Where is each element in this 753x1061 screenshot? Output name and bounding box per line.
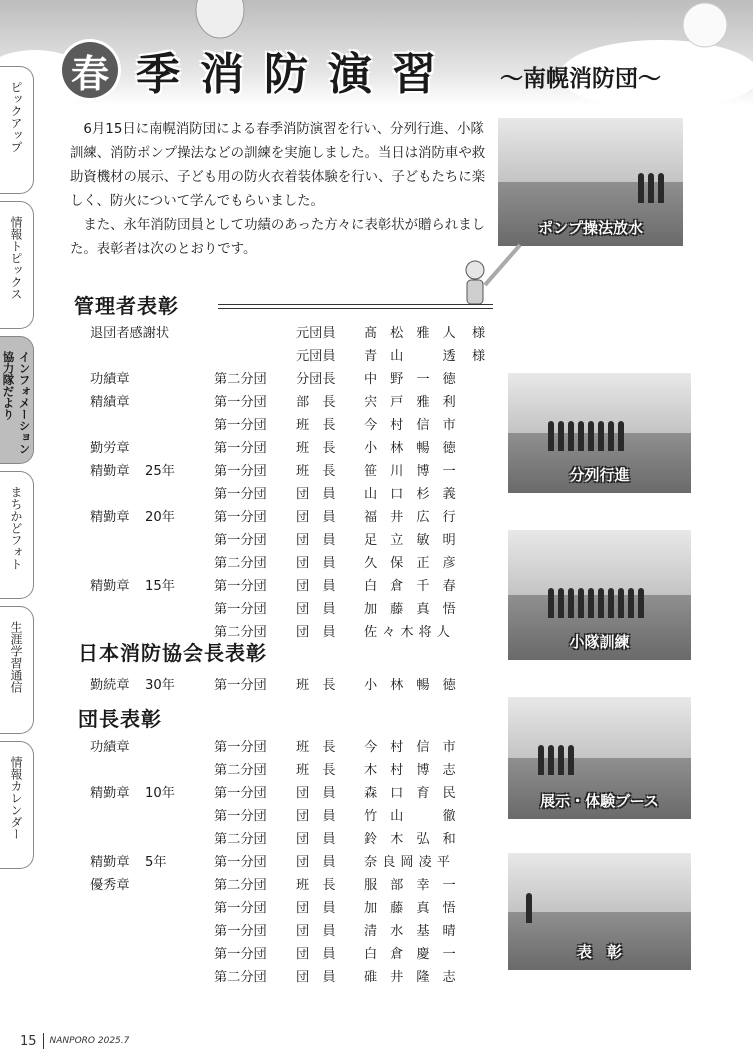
- rank-name: 団 員: [296, 855, 336, 870]
- page-number: 15: [20, 1033, 37, 1049]
- unit-name: 第一分団: [214, 602, 267, 617]
- title-char: 防: [264, 49, 308, 100]
- rank-name: 団 員: [296, 579, 336, 594]
- recipient-name: 白倉千春: [364, 579, 469, 594]
- award-name: 精勤章: [90, 579, 130, 594]
- page-subtitle: ～南幌消防団～: [500, 66, 661, 92]
- rank-name: 団 員: [296, 924, 336, 939]
- recipient-name: 白倉慶一: [364, 947, 469, 962]
- tab-topics[interactable]: [0, 201, 34, 329]
- intro-paragraph: 6月15日に南幌消防団による春季消防演習を行い、分列行進、小隊訓練、消防ポンプ操法などの訓練を実施しました。当日は消防車や救助資機材の展示、子ども用の防火衣着装体験を行い、子どもたちに楽しく、防火について学んでもらいました。: [70, 122, 486, 209]
- rank-name: 団 員: [296, 809, 336, 824]
- rank-name: 団 員: [296, 510, 336, 525]
- unit-name: 第一分団: [214, 464, 267, 479]
- recipient-name: 青山 透: [364, 349, 469, 364]
- title-char: 季: [136, 49, 180, 100]
- award-years: 30年: [145, 678, 175, 693]
- unit-name: 第二分団: [214, 970, 267, 985]
- balloon-icon: [190, 0, 250, 40]
- recipient-name: 小林暢徳: [364, 441, 469, 456]
- recipient-name: 加藤真悟: [364, 602, 469, 617]
- photo-caption: 展示・体験ブース: [540, 792, 659, 810]
- recipient-name: 今村信市: [364, 740, 469, 755]
- recipient-name: 山口杉義: [364, 487, 469, 502]
- award-years: 15年: [145, 579, 175, 594]
- recipient-name: 今村信市: [364, 418, 469, 433]
- recipient-name: 奈良岡凌平: [364, 855, 455, 870]
- unit-name: 第一分団: [214, 418, 267, 433]
- page-title: [62, 40, 456, 100]
- honorific: 様: [472, 326, 486, 341]
- unit-name: 第一分団: [214, 441, 267, 456]
- rank-name: 班 長: [296, 441, 336, 456]
- unit-name: 第二分団: [214, 878, 267, 893]
- magazine-name: NANPORO 2025.7: [49, 1036, 130, 1046]
- recipient-name: 足立敏明: [364, 533, 469, 548]
- unit-name: 第一分団: [214, 924, 267, 939]
- award-years: 25年: [145, 464, 175, 479]
- rank-name: 班 長: [296, 763, 336, 778]
- tab-learning[interactable]: [0, 606, 34, 734]
- recipient-name: 小林暢徳: [364, 678, 469, 693]
- rank-name: 分団長: [296, 372, 336, 387]
- rank-name: 団 員: [296, 786, 336, 801]
- tab-information[interactable]: [0, 336, 34, 464]
- recipient-name: 木村博志: [364, 763, 469, 778]
- unit-name: 第一分団: [214, 510, 267, 525]
- unit-name: 第一分団: [214, 786, 267, 801]
- award-name: 精勤章: [90, 855, 130, 870]
- award-name: 精績章: [90, 395, 130, 410]
- rank-name: 班 長: [296, 740, 336, 755]
- rank-name: 団 員: [296, 556, 336, 571]
- award-name: 精勤章: [90, 464, 130, 479]
- award-name: 功績章: [90, 740, 130, 755]
- rank-name: 元団員: [296, 326, 336, 341]
- recipient-name: 宍戸雅利: [364, 395, 469, 410]
- rank-name: 班 長: [296, 878, 336, 893]
- section-heading: 管理者表彰: [74, 294, 179, 318]
- award-name: 退団者感謝状: [90, 326, 170, 341]
- rank-name: 団 員: [296, 533, 336, 548]
- unit-name: 第二分団: [214, 556, 267, 571]
- unit-name: 第一分団: [214, 855, 267, 870]
- photo-march: [508, 373, 691, 493]
- tab-label: 情報トピックス: [9, 216, 23, 300]
- award-name: 功績章: [90, 372, 130, 387]
- page-footer: [20, 1033, 129, 1049]
- recipient-name: 森口育民: [364, 786, 469, 801]
- unit-name: 第二分団: [214, 832, 267, 847]
- photo-squad-training: [508, 530, 691, 660]
- tab-pickup[interactable]: [0, 66, 34, 194]
- tab-calendar[interactable]: [0, 741, 34, 869]
- unit-name: 第一分団: [214, 947, 267, 962]
- rank-name: 元団員: [296, 349, 336, 364]
- recipient-name: 加藤真悟: [364, 901, 469, 916]
- title-char: 習: [392, 49, 436, 100]
- unit-name: 第一分団: [214, 487, 267, 502]
- photo-award: [508, 853, 691, 970]
- award-years: 10年: [145, 786, 175, 801]
- unit-name: 第一分団: [214, 809, 267, 824]
- recipient-name: 福井広行: [364, 510, 469, 525]
- award-name: 勤労章: [90, 441, 130, 456]
- recipient-name: 服部幸一: [364, 878, 469, 893]
- rank-name: 団 員: [296, 625, 336, 640]
- recipient-name: 中野一徳: [364, 372, 469, 387]
- unit-name: 第二分団: [214, 625, 267, 640]
- recipient-name: 清水基晴: [364, 924, 469, 939]
- intro-text: [70, 118, 495, 262]
- rank-name: 団 員: [296, 901, 336, 916]
- rank-name: 団 員: [296, 487, 336, 502]
- title-char: 演: [328, 49, 372, 100]
- award-name: 精勤章: [90, 510, 130, 525]
- title-char: 消: [200, 49, 244, 100]
- photo-caption: 分列行進: [569, 466, 630, 484]
- tab-label: 生涯学習通信: [9, 621, 23, 693]
- unit-name: 第一分団: [214, 533, 267, 548]
- recipient-name: 竹山 徹: [364, 809, 469, 824]
- photo-pump-drill: [498, 118, 683, 246]
- rank-name: 班 長: [296, 464, 336, 479]
- tab-label: ピックアップ: [9, 81, 23, 153]
- award-years: 20年: [145, 510, 175, 525]
- unit-name: 第一分団: [214, 579, 267, 594]
- title-char-circle: 春: [62, 42, 118, 98]
- award-name: 優秀章: [90, 878, 130, 893]
- section-divider: [218, 304, 493, 309]
- recipient-name: 髙松雅人: [364, 326, 469, 341]
- section-heading: 団長表彰: [78, 707, 162, 731]
- photo-caption: ポンプ操法放水: [537, 219, 643, 237]
- unit-name: 第一分団: [214, 678, 267, 693]
- intro-paragraph: また、永年消防団員として功績のあった方々に表彰状が贈られました。表彰者は次のとおりです。: [70, 218, 485, 257]
- photo-caption: 小隊訓練: [569, 633, 630, 651]
- recipient-name: 碓井隆志: [364, 970, 469, 985]
- unit-name: 第二分団: [214, 763, 267, 778]
- rank-name: 団 員: [296, 970, 336, 985]
- unit-name: 第二分団: [214, 372, 267, 387]
- sun-icon: [655, 0, 745, 60]
- tab-label: まちかどフォト: [9, 486, 23, 570]
- rank-name: 部 長: [296, 395, 336, 410]
- tab-photo[interactable]: [0, 471, 34, 599]
- recipient-name: 佐々木将人: [364, 625, 455, 640]
- rank-name: 班 長: [296, 418, 336, 433]
- rank-name: 団 員: [296, 947, 336, 962]
- unit-name: 第一分団: [214, 740, 267, 755]
- honorific: 様: [472, 349, 486, 364]
- unit-name: 第一分団: [214, 901, 267, 916]
- rank-name: 班 長: [296, 678, 336, 693]
- tab-label: インフォメーション協力隊だより: [1, 351, 32, 455]
- rank-name: 団 員: [296, 832, 336, 847]
- award-name: 勤続章: [90, 678, 130, 693]
- recipient-name: 笹川博一: [364, 464, 469, 479]
- recipient-name: 鈴木弘和: [364, 832, 469, 847]
- award-years: 5年: [145, 855, 167, 870]
- award-name: 精勤章: [90, 786, 130, 801]
- rank-name: 団 員: [296, 602, 336, 617]
- section-heading: 日本消防協会長表彰: [78, 641, 267, 665]
- photo-caption: 表 彰: [576, 943, 622, 961]
- photo-booth: [508, 697, 691, 819]
- recipient-name: 久保正彦: [364, 556, 469, 571]
- unit-name: 第一分団: [214, 395, 267, 410]
- tab-label: 情報カレンダー: [9, 756, 23, 840]
